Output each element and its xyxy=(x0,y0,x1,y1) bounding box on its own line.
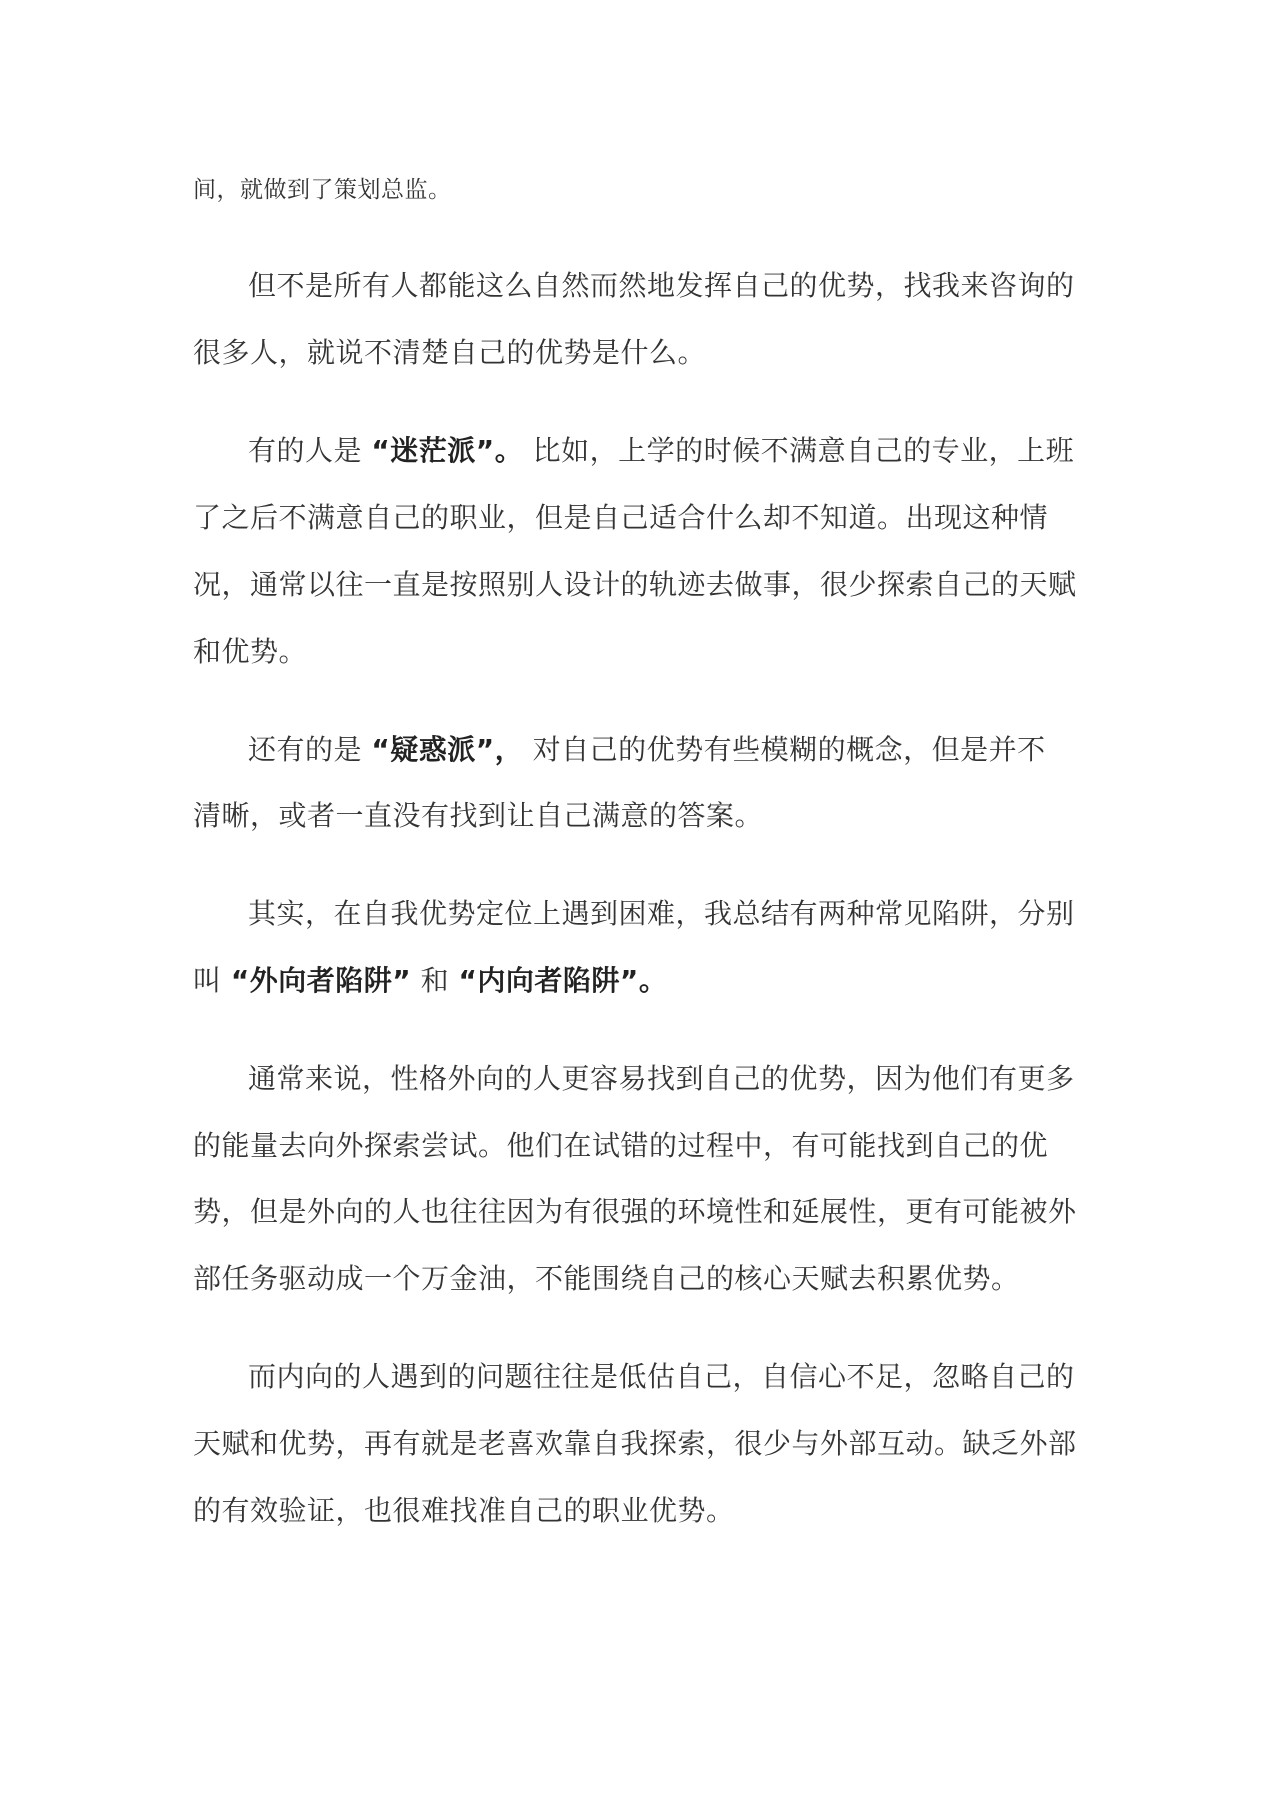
paragraph-line: 部任务驱动成一个万金油，不能围绕自己的核心天赋去积累优势。 xyxy=(193,1262,1020,1295)
paragraph-text: 和 xyxy=(411,964,459,997)
bold-term: “内向者陷阱”。 xyxy=(458,964,668,997)
paragraph-line xyxy=(248,730,1046,770)
bold-term: “迷茫派”。 xyxy=(371,434,524,467)
paragraph-line: 其实，在自我优势定位上遇到困难，我总结有两种常见陷阱，分别 xyxy=(248,897,1075,930)
paragraph-line: 的有效验证，也很难找准自己的职业优势。 xyxy=(193,1494,735,1527)
paragraph-line: 而内向的人遇到的问题往往是低估自己，自信心不足，忽略自己的 xyxy=(248,1360,1075,1393)
paragraph-line: 势，但是外向的人也往往因为有很强的环境性和延展性，更有可能被外 xyxy=(193,1195,1077,1228)
paragraph-text: 对自己的优势有些模糊的概念，但是并不 xyxy=(523,733,1046,766)
paragraph-line: 了之后不满意自己的职业，但是自己适合什么却不知道。出现这种情 xyxy=(193,501,1049,534)
paragraph-line: 通常来说，性格外向的人更容易找到自己的优势，因为他们有更多 xyxy=(248,1062,1075,1095)
paragraph-text: 叫 xyxy=(193,964,231,997)
paragraph-line: 和优势。 xyxy=(193,635,308,668)
paragraph-text: 还有的是 xyxy=(248,733,372,766)
paragraph-line xyxy=(248,431,1074,471)
paragraph-line: 的能量去向外探索尝试。他们在试错的过程中，有可能找到自己的优 xyxy=(193,1129,1049,1162)
paragraph-line: 但不是所有人都能这么自然而然地发挥自己的优势，找我来咨询的 xyxy=(248,269,1075,302)
paragraph-line: 很多人，就说不清楚自己的优势是什么。 xyxy=(193,336,707,369)
bold-term: “疑惑派”， xyxy=(371,733,524,766)
paragraph-line: 况，通常以往一直是按照别人设计的轨迹去做事，很少探索自己的天赋 xyxy=(193,568,1077,601)
bold-term: “外向者陷阱” xyxy=(230,964,412,997)
paragraph-line: 清晰，或者一直没有找到让自己满意的答案。 xyxy=(193,799,764,832)
paragraph-line xyxy=(193,961,667,1001)
paragraph-text: 有的人是 xyxy=(248,434,372,467)
paragraph-line: 天赋和优势，再有就是老喜欢靠自我探索，很少与外部互动。缺乏外部 xyxy=(193,1427,1077,1460)
paragraph-text: 比如，上学的时候不满意自己的专业，上班 xyxy=(523,434,1075,467)
paragraph-line: 间，就做到了策划总监。 xyxy=(193,177,452,203)
